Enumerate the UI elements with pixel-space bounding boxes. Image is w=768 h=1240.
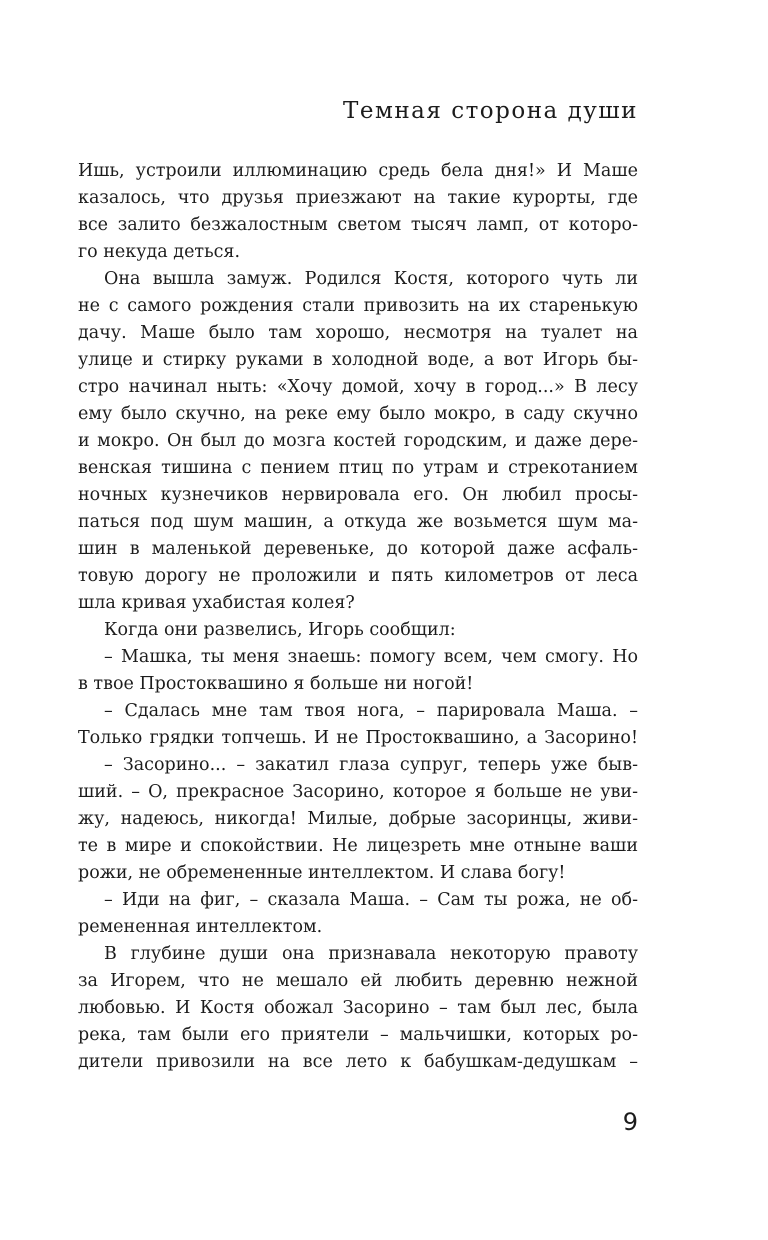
text-line: В глубине души она признавала некоторую правоту: [104, 944, 638, 964]
text-line: казалось, что друзья приезжают на такие курорты, где: [78, 188, 638, 208]
text-line: Только грядки топчешь. И не Простоквашино, а Засорино!: [78, 728, 638, 748]
body-text: [78, 158, 638, 1076]
text-line: – Сдалась мне там твоя нога, – парировала Маша. –: [104, 701, 638, 721]
text-line: любовью. И Костя обожал Засорино – там был лес, была: [78, 998, 638, 1018]
text-line: все залито безжалостным светом тысяч ламп, от которо-: [78, 215, 638, 235]
text-line: река, там были его приятели – мальчишки, которых ро-: [78, 1025, 638, 1045]
text-line: и мокро. Он был до мозга костей городским, и даже дере-: [78, 431, 638, 451]
text-line: венская тишина с пением птиц по утрам и стрекотанием: [78, 458, 638, 478]
text-line: – Иди на фиг, – сказала Маша. – Сам ты рожа, не об-: [104, 890, 638, 910]
text-line: ремененная интеллектом.: [78, 917, 323, 937]
text-line: товую дорогу не проложили и пять километров от леса: [78, 566, 638, 586]
text-line: Ишь, устроили иллюминацию средь бела дня!» И Маше: [78, 161, 638, 181]
page-number: 9: [622, 1108, 638, 1136]
text-line: дители привозили на все лето к бабушкам-дедушкам –: [78, 1052, 638, 1072]
text-line: ночных кузнечиков нервировала его. Он любил просы-: [78, 485, 638, 505]
text-line: го некуда деться.: [78, 242, 241, 262]
text-line: ему было скучно, на реке ему было мокро, в саду скучно: [78, 404, 638, 424]
text-line: шла кривая ухабистая колея?: [78, 593, 355, 613]
text-line: – Машка, ты меня знаешь: помогу всем, чем смогу. Но: [104, 647, 638, 667]
text-line: стро начинал ныть: «Хочу домой, хочу в город...» В лесу: [78, 377, 638, 397]
text-line: шин в маленькой деревеньке, до которой даже асфаль-: [78, 539, 638, 559]
text-line: в твое Простоквашино я больше ни ногой!: [78, 674, 474, 694]
text-line: улице и стирку руками в холодной воде, а вот Игорь бы-: [78, 350, 638, 370]
text-line: паться под шум машин, а откуда же возьмется шум ма-: [78, 512, 638, 532]
running-head: Темная сторона души: [343, 98, 638, 124]
text-line: жу, надеюсь, никогда! Милые, добрые засоринцы, живи-: [78, 809, 638, 829]
text-line: дачу. Маше было там хорошо, несмотря на туалет на: [78, 323, 638, 343]
text-line: ший. – О, прекрасное Засорино, которое я больше не уви-: [78, 782, 638, 802]
text-line: за Игорем, что не мешало ей любить деревню нежной: [78, 971, 638, 991]
text-line: Она вышла замуж. Родился Костя, которого чуть ли: [104, 269, 638, 289]
text-line: Когда они развелись, Игорь сообщил:: [104, 620, 456, 640]
text-line: не с самого рождения стали привозить на их старенькую: [78, 296, 638, 316]
text-line: – Засорино... – закатил глаза супруг, теперь уже быв-: [104, 755, 638, 775]
text-line: те в мире и спокойствии. Не лицезреть мне отныне ваши: [78, 836, 638, 856]
text-line: рожи, не обремененные интеллектом. И слава богу!: [78, 863, 566, 883]
